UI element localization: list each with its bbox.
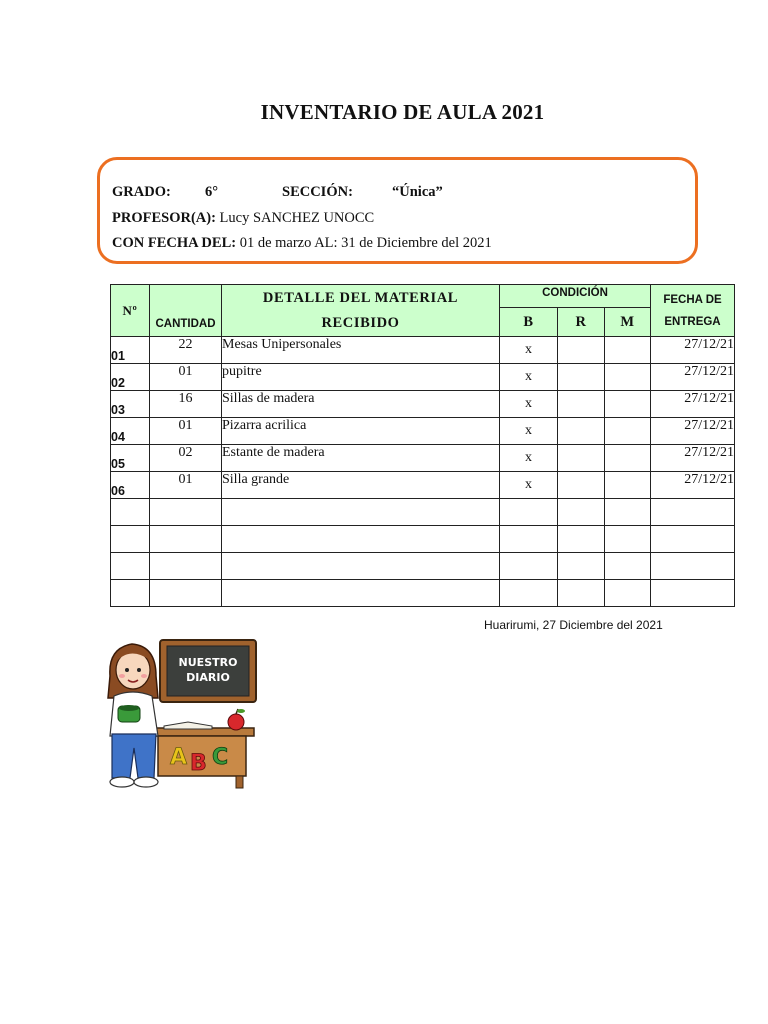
row-cantidad xyxy=(150,553,222,580)
row-cantidad xyxy=(150,526,222,553)
row-condicion-b: x xyxy=(500,391,558,418)
row-number: 06 xyxy=(111,472,150,499)
teacher-illustration xyxy=(100,636,262,794)
row-condicion-m xyxy=(605,391,651,418)
grado-line xyxy=(112,184,443,201)
header-r: R xyxy=(558,308,605,337)
header-condicion: CONDICIÓN xyxy=(500,285,651,308)
seccion-label: SECCIÓN: xyxy=(282,184,353,200)
row-condicion-m xyxy=(605,364,651,391)
row-detalle xyxy=(222,526,500,553)
table-row xyxy=(111,553,735,580)
teacher-figure xyxy=(108,644,158,787)
row-cantidad: 02 xyxy=(150,445,222,472)
table-row xyxy=(111,391,735,418)
row-condicion-m xyxy=(605,499,651,526)
row-condicion-r xyxy=(558,445,605,472)
row-condicion-b: x xyxy=(500,364,558,391)
row-fecha: 27/12/21 xyxy=(651,472,735,499)
table-row xyxy=(111,580,735,607)
row-cantidad: 01 xyxy=(150,418,222,445)
header-m: M xyxy=(605,308,651,337)
row-condicion-m xyxy=(605,445,651,472)
row-condicion-r xyxy=(558,499,605,526)
grado-value: 6° xyxy=(205,184,219,200)
row-condicion-r xyxy=(558,418,605,445)
row-condicion-r xyxy=(558,553,605,580)
row-fecha: 27/12/21 xyxy=(651,364,735,391)
chalkboard xyxy=(160,640,256,702)
fecha-value: 01 de marzo AL: 31 de Diciembre del 2021 xyxy=(239,235,492,251)
header-row xyxy=(111,285,735,308)
fecha-line xyxy=(112,235,492,252)
fecha-label: CON FECHA DEL: xyxy=(112,235,237,251)
header-fecha-line-2: ENTREGA xyxy=(664,315,721,328)
row-cantidad: 16 xyxy=(150,391,222,418)
row-fecha xyxy=(651,553,735,580)
row-fecha: 27/12/21 xyxy=(651,337,735,364)
header-b: B xyxy=(500,308,558,337)
row-number xyxy=(111,526,150,553)
row-cantidad: 01 xyxy=(150,364,222,391)
row-condicion-m xyxy=(605,553,651,580)
row-condicion-r xyxy=(558,364,605,391)
row-detalle: Sillas de madera xyxy=(222,391,500,418)
row-number: 05 xyxy=(111,445,150,472)
row-condicion-b xyxy=(500,553,558,580)
profesor-line xyxy=(112,210,374,227)
row-condicion-b: x xyxy=(500,472,558,499)
row-cantidad xyxy=(150,499,222,526)
row-condicion-b: x xyxy=(500,418,558,445)
row-condicion-m xyxy=(605,418,651,445)
grado-label: GRADO: xyxy=(112,184,171,200)
info-box xyxy=(97,157,698,264)
letter-c: C xyxy=(212,745,229,770)
row-number xyxy=(111,499,150,526)
row-condicion-r xyxy=(558,580,605,607)
row-condicion-m xyxy=(605,472,651,499)
row-condicion-b: x xyxy=(500,337,558,364)
row-condicion-m xyxy=(605,526,651,553)
board-text-2: DIARIO xyxy=(186,671,230,684)
row-fecha xyxy=(651,499,735,526)
row-fecha: 27/12/21 xyxy=(651,445,735,472)
row-detalle: Pizarra acrilica xyxy=(222,418,500,445)
row-cantidad xyxy=(150,580,222,607)
row-detalle: pupitre xyxy=(222,364,500,391)
board-text-1: NUESTRO xyxy=(178,656,238,669)
row-condicion-r xyxy=(558,391,605,418)
row-condicion-m xyxy=(605,337,651,364)
table-row xyxy=(111,364,735,391)
row-detalle: Estante de madera xyxy=(222,445,500,472)
header-fecha-line-1: FECHA DE xyxy=(663,293,722,306)
row-number: 03 xyxy=(111,391,150,418)
row-number: 02 xyxy=(111,364,150,391)
row-detalle xyxy=(222,553,500,580)
row-condicion-b xyxy=(500,526,558,553)
inventory-table xyxy=(110,284,735,607)
letter-a: A xyxy=(170,745,188,770)
page-title: INVENTARIO DE AULA 2021 xyxy=(260,100,545,124)
table-row xyxy=(111,472,735,499)
row-detalle xyxy=(222,580,500,607)
row-condicion-r xyxy=(558,337,605,364)
row-detalle xyxy=(222,499,500,526)
header-cantidad: CANTIDAD xyxy=(150,285,222,337)
table-row xyxy=(111,499,735,526)
footer-date: Huarirumi, 27 Diciembre del 2021 xyxy=(484,618,663,632)
row-condicion-b xyxy=(500,499,558,526)
row-fecha xyxy=(651,580,735,607)
table-row xyxy=(111,337,735,364)
row-number: 01 xyxy=(111,337,150,364)
profesor-label: PROFESOR(A): xyxy=(112,210,216,226)
header-num: Nº xyxy=(111,285,150,337)
header-fecha xyxy=(651,285,735,337)
letter-b: B xyxy=(190,751,207,776)
header-detalle-line-2: RECIBIDO xyxy=(321,314,400,331)
table-row xyxy=(111,418,735,445)
row-number: 04 xyxy=(111,418,150,445)
profesor-value: Lucy SANCHEZ UNOCC xyxy=(219,210,375,226)
header-detalle xyxy=(222,285,500,337)
row-cantidad: 22 xyxy=(150,337,222,364)
row-number xyxy=(111,553,150,580)
table-row xyxy=(111,445,735,472)
row-cantidad: 01 xyxy=(150,472,222,499)
table-row xyxy=(111,526,735,553)
row-detalle: Mesas Unipersonales xyxy=(222,337,500,364)
row-number xyxy=(111,580,150,607)
row-condicion-m xyxy=(605,580,651,607)
row-detalle: Silla grande xyxy=(222,472,500,499)
row-condicion-r xyxy=(558,526,605,553)
desk xyxy=(150,709,254,788)
header-detalle-line-1: DETALLE DEL MATERIAL xyxy=(262,289,459,306)
row-condicion-r xyxy=(558,472,605,499)
row-condicion-b xyxy=(500,580,558,607)
row-fecha: 27/12/21 xyxy=(651,418,735,445)
apple-icon xyxy=(228,714,244,730)
row-fecha xyxy=(651,526,735,553)
row-fecha: 27/12/21 xyxy=(651,391,735,418)
row-condicion-b: x xyxy=(500,445,558,472)
seccion-value: “Única” xyxy=(392,184,443,200)
